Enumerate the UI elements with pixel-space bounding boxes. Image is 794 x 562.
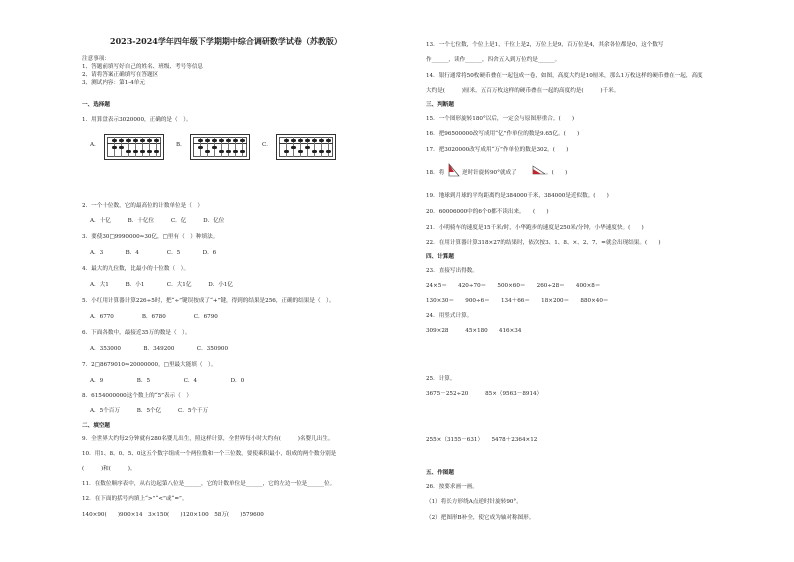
section-heading: 五、作图题 xyxy=(426,470,454,476)
question-14-continued: 大约是( )厘米，五百万枚这样的硬币叠在一起的高度约是( )千米。 xyxy=(426,88,620,94)
question-11: 11．在数位顺序表中，从右边起第八位是______，它的计数单位是______，它的左边一位是______位。 xyxy=(82,481,336,487)
question-15: 15．一个图形旋转180°以后，一定会与原图形重合。( ) xyxy=(426,116,575,122)
triangle-shape-rotated xyxy=(532,165,546,175)
question-options: A．5个百万 B．5个亿 C．5个千万 xyxy=(90,408,209,414)
question-25: 25．计算。 xyxy=(426,376,456,382)
question-9: 9．全世界大约每2分钟就有280名婴儿出生，照这样计算，全世界每小时大约有( )名婴儿出生。 xyxy=(82,436,334,442)
question-24: 24．用竖式计算。 xyxy=(426,313,473,319)
section-heading: 二、填空题 xyxy=(82,423,110,429)
q1-option-a-label: A． xyxy=(90,142,100,148)
question-options: A．大1 B．小1 C．大1亿 D．小1亿 xyxy=(90,282,234,288)
question-4: 4．最大的九位数，比最小的十位数（ ）。 xyxy=(82,266,190,272)
question-8: 8．6154000000这个数上的“5”表示（ ） xyxy=(82,393,192,399)
abacus-image-b xyxy=(190,134,250,160)
section-heading: 一、选择题 xyxy=(82,102,110,108)
question-26-part-2: （2）把图形B补全，使它成为轴对称图形。 xyxy=(426,515,535,521)
question-19: 19．地球到月球的平均距离约是384000千米，384000是近似数。( ) xyxy=(426,193,609,199)
question-16: 16．把96500000改写成用“亿”作单位的数是9.65亿。( ) xyxy=(426,131,580,137)
question-14: 14．银行通常将50枚硬币叠在一起包成一卷，如图，高度大约是10厘米，那么1万枚这样的硬币叠在一起，高度 xyxy=(426,73,703,79)
q1-option-c-label: C． xyxy=(262,142,272,148)
question-23-row: 24×5＝ 420÷70＝ 500×60＝ 260÷28＝ 400×8＝ xyxy=(426,283,601,289)
question-13-continued: 作______，读作______，四舍五入到万位约是______。 xyxy=(426,57,561,63)
question-17: 17．把3020000改写成用“万”作单位的数是302。( ) xyxy=(426,147,569,153)
question-7: 7．2□8679010≈20000000，□里最大能填（ ）。 xyxy=(82,362,217,368)
question-18-text: 逆时针旋转90°就成了 xyxy=(462,170,517,176)
question-options: A．6770 B．6780 C．6790 xyxy=(90,314,218,320)
question-10: 10．用1、8、0、5、0这五个数字组成一个两位数和一个三位数，要使乘积最小，组成的两个数分别是 xyxy=(82,451,337,457)
question-5: 5．小红用计算器计算226÷5时，把“÷”键误按成了“+”键，得到的结果是256，正确的结果是（ ）。 xyxy=(82,298,335,304)
section-heading: 三、判断题 xyxy=(426,102,454,108)
question-23: 23．直接写出得数。 xyxy=(426,268,478,274)
question-24-items: 309×28 45×180 416×34 xyxy=(426,328,522,334)
q1-option-b-label: B． xyxy=(176,142,186,148)
question-12: 12．在下面的括号内填上“>”“<”或“=”。 xyxy=(82,496,188,502)
notice-heading: 注意事项： xyxy=(82,56,110,62)
abacus-image-c xyxy=(276,134,336,160)
question-options: A．9 B．5 C．4 D．0 xyxy=(90,378,245,384)
question-3: 3．要使30□9990000≈30亿，□里有（ ）种填法。 xyxy=(82,234,219,240)
triangle-shape-original xyxy=(448,163,460,177)
question-options: A．3 B．4 C．5 D．6 xyxy=(90,250,217,256)
question-6: 6．下面各数中，最接近35万的数是（ ）。 xyxy=(82,330,191,336)
notice-item: 3、测试内容：第1-4单元 xyxy=(82,80,145,86)
question-18: 18．将 xyxy=(426,170,445,176)
question-21: 21．小明骑车的速度是15千米/时，小华跑步的速度是250米/分钟，小华速度快。( ) xyxy=(426,225,644,231)
notice-item: 1、答题前填写好自己的姓名、班级、考号等信息 xyxy=(82,64,204,70)
question-18-end: 。( ) xyxy=(546,170,568,176)
question-26-part-1: （1）将长方形绕A点逆时针旋转90°。 xyxy=(426,499,522,505)
question-options: A．十亿 B．十亿位 C．亿 D．亿位 xyxy=(90,218,225,224)
question-options: A．353000 B．349200 C．350900 xyxy=(90,346,229,352)
question-22: 22．在用计算器计算318×27的结果时，依次按3、1、8、×、2、7、=就会出现结果。( ) xyxy=(426,240,661,246)
question-23-row: 130×30＝ 900÷6＝ 134＋66＝ 18×200＝ 880×40＝ xyxy=(426,298,609,304)
question-1: 1．用算盘表示3020000，正确的是（ ）。 xyxy=(82,117,192,123)
exam-title: 2023-2024学年四年级下学期期中综合调研数学试卷（苏教版） xyxy=(110,36,342,46)
question-2: 2．一个十位数，它的最高位的计数单位是（ ） xyxy=(82,203,204,209)
question-25-row: 255×（3155－631） 5478＋2364×12 xyxy=(426,437,538,443)
question-20: 20．60006000中的6个0都不读出来。 ( ) xyxy=(426,209,549,215)
abacus-image-a xyxy=(104,134,164,160)
question-13: 13．一个七位数，个位上是1，千位上是2，万位上是9，百万位是4，其余各位都是0，这个数写 xyxy=(426,42,664,48)
question-12-items: 140×90( )900×14 3×150( )120×100 58万( )579600 xyxy=(82,512,264,518)
question-26: 26．按要求画一画。 xyxy=(426,484,478,490)
notice-item: 2、请将答案正确填写在答题区 xyxy=(82,72,159,78)
section-heading: 四、计算题 xyxy=(426,254,454,260)
question-25-row: 3675－252÷20 85×（9563－8914） xyxy=(426,391,543,397)
question-10-continued: ( )和( )。 xyxy=(82,466,136,472)
